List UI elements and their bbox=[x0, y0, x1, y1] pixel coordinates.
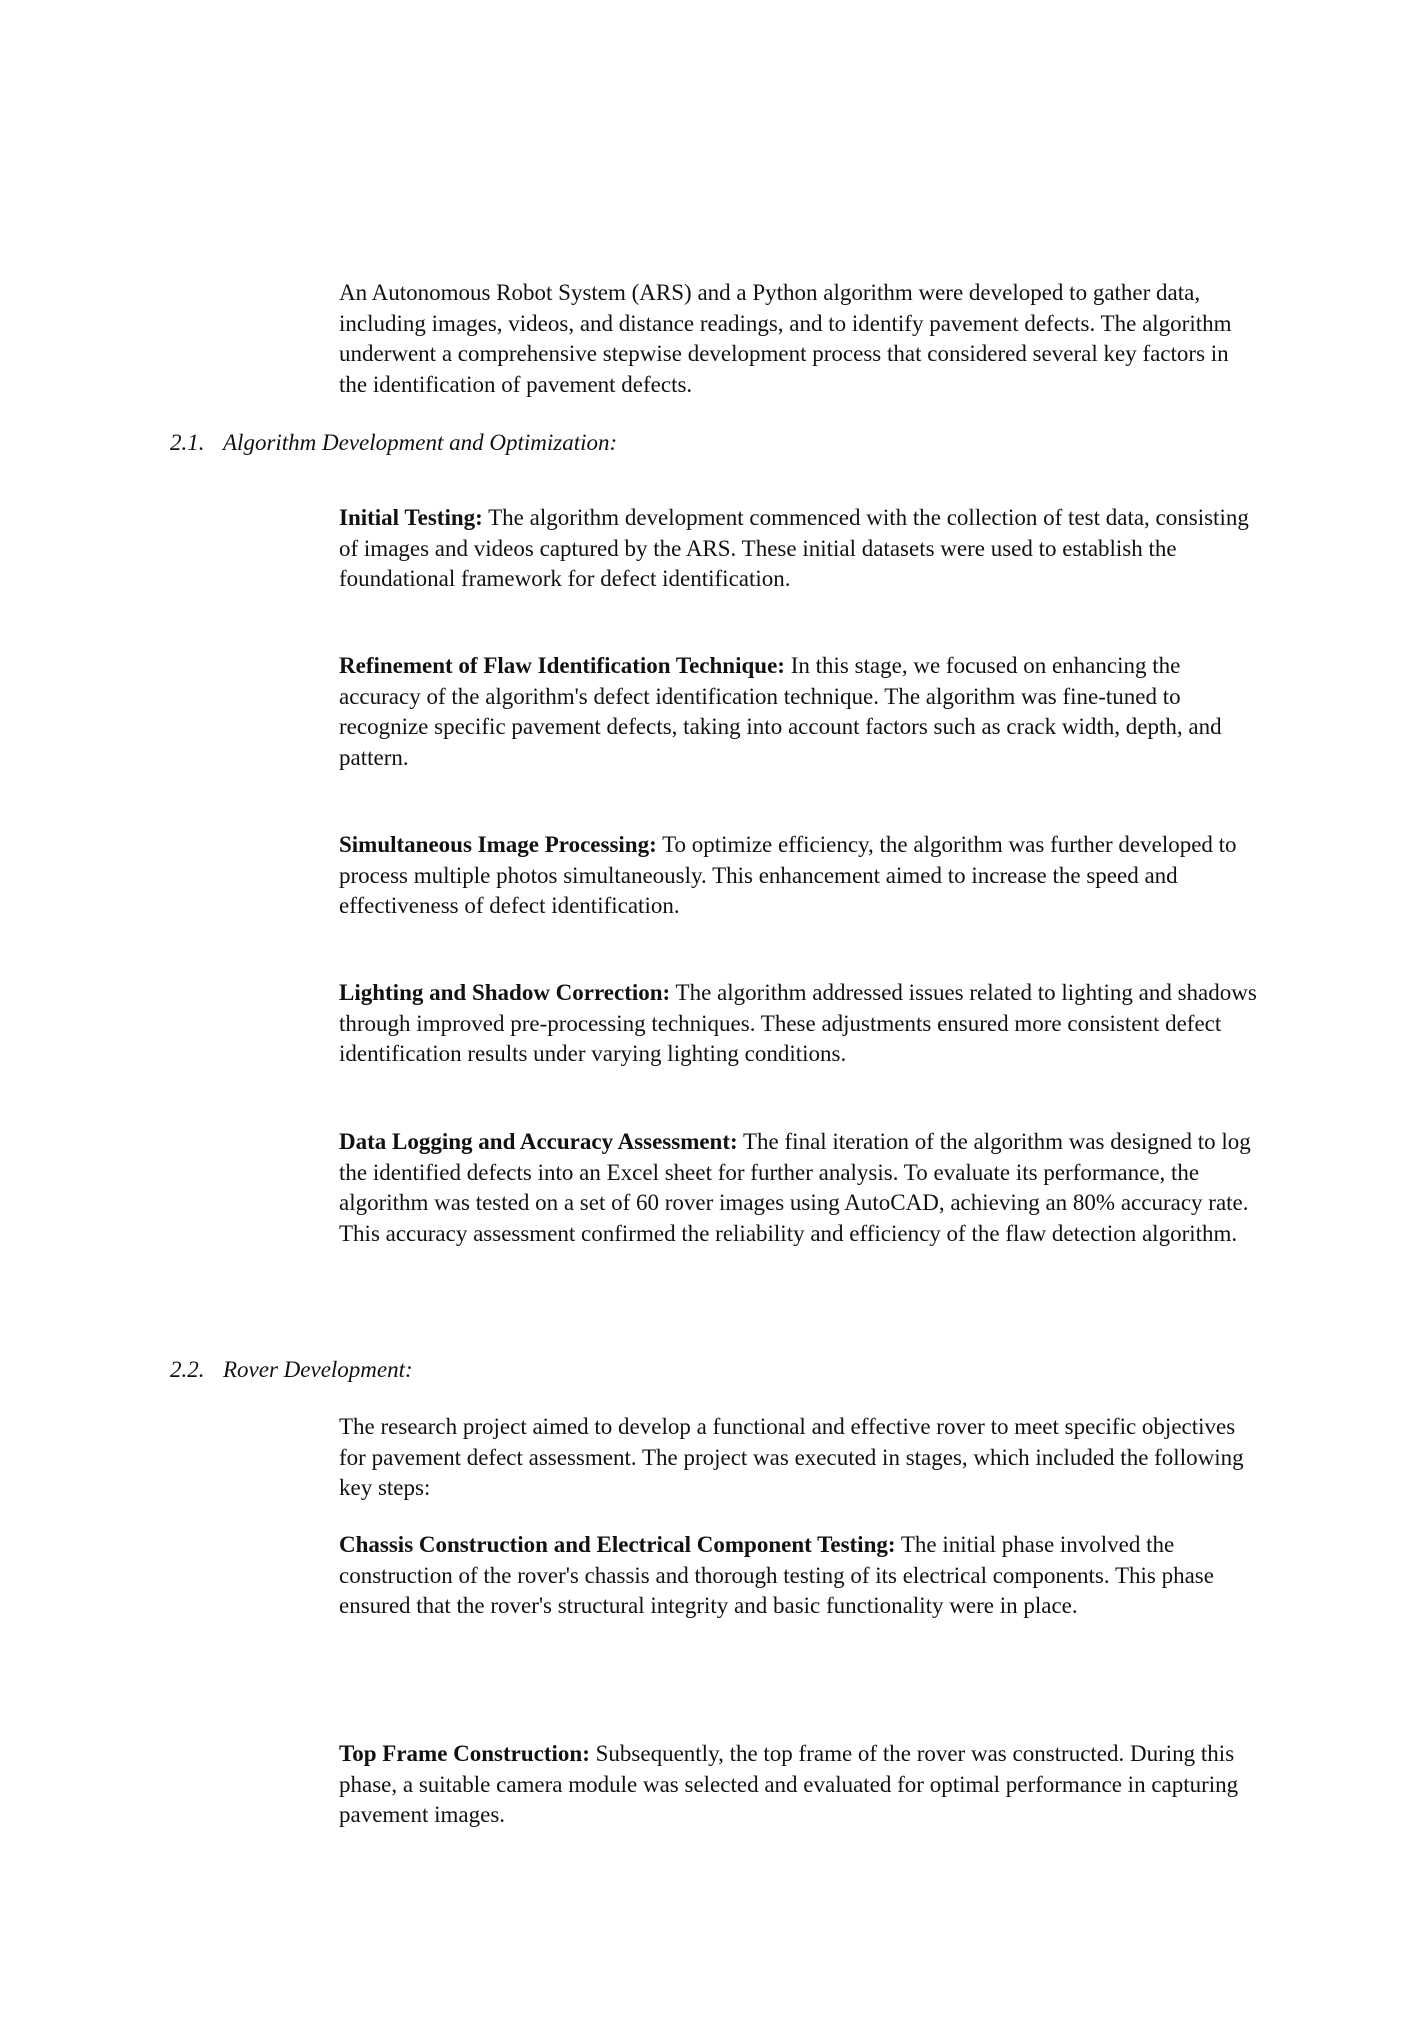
section-number: 2.2. bbox=[170, 1357, 205, 1382]
paragraph-term: Initial Testing: bbox=[339, 505, 483, 530]
paragraph-text: The algorithm addressed issues related to lighting and shadows through improved pre-processing techniques. These adjustments ensured more consistent defect identification results under varying lighting conditions. bbox=[339, 980, 1257, 1066]
paragraph-text: To optimize efficiency, the algorithm was further developed to process multiple photos simultaneously. This enhancement aimed to increase the speed and effectiveness of defect identification. bbox=[339, 832, 1237, 918]
paragraph-term: Lighting and Shadow Correction: bbox=[339, 980, 671, 1005]
section-title: Algorithm Development and Optimization: bbox=[223, 430, 618, 455]
rover-intro-paragraph: The research project aimed to develop a functional and effective rover to meet specific objectives for pavement defect assessment. The project was executed in stages, which included the following key steps: bbox=[339, 1414, 1244, 1500]
paragraph-text: The algorithm development commenced with the collection of test data, consisting of images and videos captured by the ARS. These initial datasets were used to establish the foundational framework for defect identification. bbox=[339, 505, 1249, 591]
paragraph-term: Refinement of Flaw Identification Technique: bbox=[339, 653, 785, 678]
paragraph-data-logging bbox=[339, 1127, 1259, 1249]
paragraph-refinement bbox=[339, 651, 1259, 773]
paragraph-chassis-construction bbox=[339, 1530, 1259, 1622]
section-heading-2-2 bbox=[170, 1355, 413, 1385]
paragraph-text: The initial phase involved the construction of the rover's chassis and thorough testing of its electrical components. This phase ensured that the rover's structural integrity and basic functionality were in place. bbox=[339, 1532, 1214, 1618]
paragraph-lighting-correction bbox=[339, 978, 1259, 1070]
paragraph-top-frame bbox=[339, 1739, 1259, 1831]
section-heading-2-1 bbox=[170, 428, 617, 458]
paragraph-text: Subsequently, the top frame of the rover was constructed. During this phase, a suitable camera module was selected and evaluated for optimal performance in capturing pavement images. bbox=[339, 1741, 1239, 1827]
paragraph-term: Simultaneous Image Processing: bbox=[339, 832, 657, 857]
paragraph-term: Top Frame Construction: bbox=[339, 1741, 590, 1766]
paragraph-term: Data Logging and Accuracy Assessment: bbox=[339, 1129, 738, 1154]
intro-paragraph: An Autonomous Robot System (ARS) and a Python algorithm were developed to gather data, including images, videos, and distance readings, and to identify pavement defects. The algorithm underwent a comprehensive stepwise development process that considered several key factors in the identification of pavement defects. bbox=[339, 280, 1232, 397]
section-title: Rover Development: bbox=[223, 1357, 413, 1382]
paragraph-text: In this stage, we focused on enhancing the accuracy of the algorithm's defect identification technique. The algorithm was fine-tuned to recognize specific pavement defects, taking into account factors such as crack width, depth, and pattern. bbox=[339, 653, 1222, 770]
paragraph-initial-testing bbox=[339, 503, 1259, 595]
paragraph-simultaneous-processing bbox=[339, 830, 1259, 922]
paragraph-text: The final iteration of the algorithm was designed to log the identified defects into an Excel sheet for further analysis. To evaluate its performance, the algorithm was tested on a set of 60 rover images using AutoCAD, achieving an 80% accuracy rate. This accuracy assessment confirmed the reliability and efficiency of the flaw detection algorithm. bbox=[339, 1129, 1251, 1246]
section-number: 2.1. bbox=[170, 430, 205, 455]
paragraph-term: Chassis Construction and Electrical Component Testing: bbox=[339, 1532, 896, 1557]
